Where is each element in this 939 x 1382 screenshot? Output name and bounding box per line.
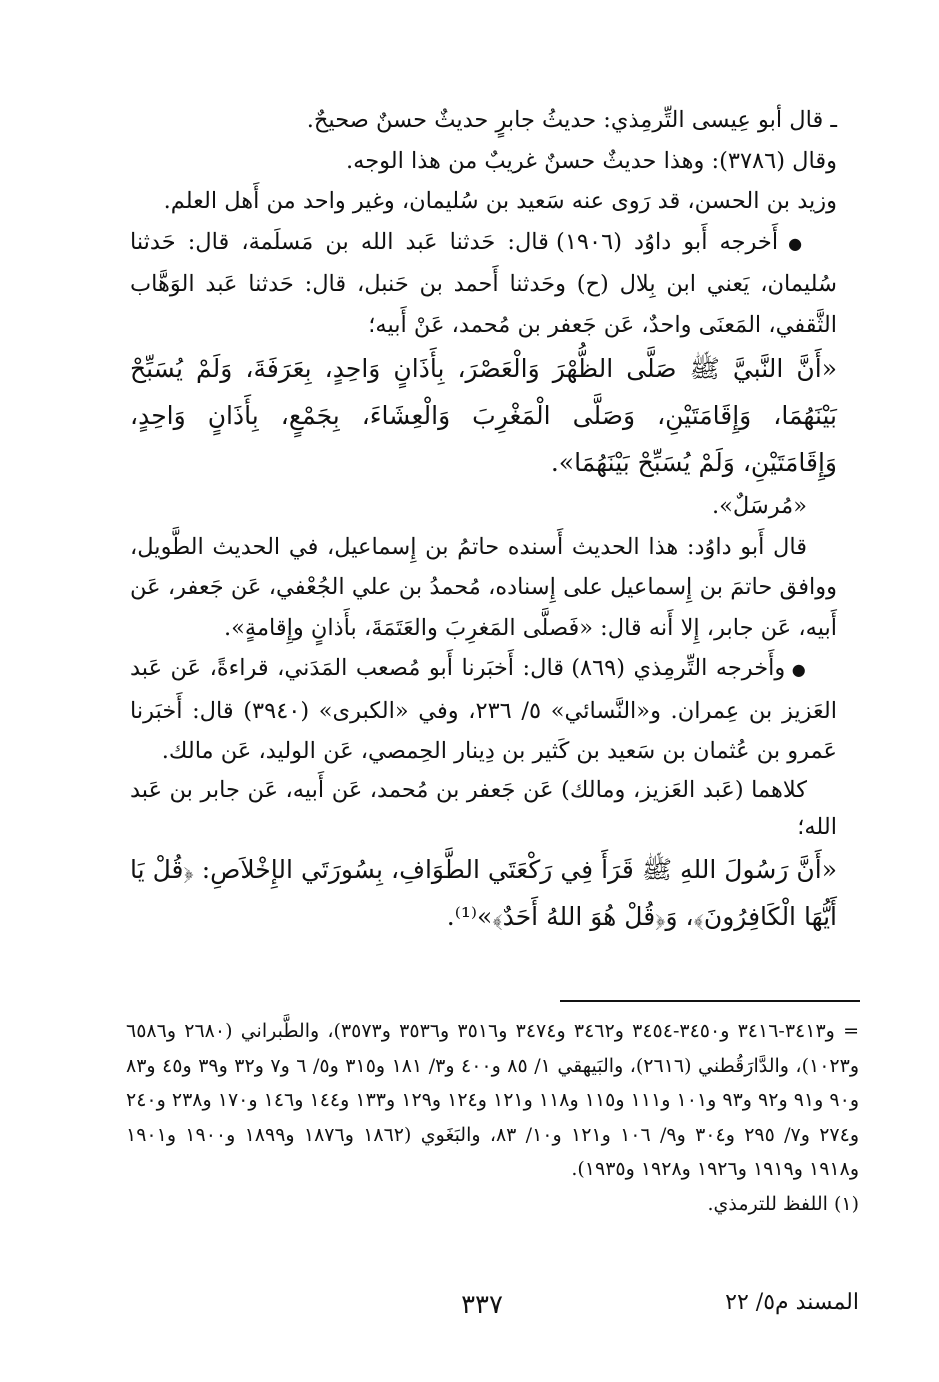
paragraph-tirmidhi-3786: وقال (٣٧٨٦): وهذا حديثٌ حسنٌ غريبٌ من هذا الوجه.	[345, 147, 837, 174]
paragraph-tirmidhi-isnad: ● وأَخرجه التِّرمِذي (٨٦٩) قال: أَخبَرنا أَبو مُصعب المَدَني، قراءةً، عَن عَبد العَزيز بن عِمران. و«النَّسائي» ٥/ ٢٣٦، وفي «الكبرى» (٣٩٤٠) قال: أَخبَرنا عَمرو بن عُثمان بن سَعيد بن كَثير بن دِينار الحِمصي، عَن الوليد، عَن مالك.	[130, 655, 837, 764]
page-number: ٣٣٧	[461, 1290, 503, 1320]
paragraph-both-narrators: كلاهما (عَبد العَزيز، ومالك) عَن جَعفر بن مُحمد، عَن أَبيه، عَن جابر بن عَبد الله؛	[130, 776, 837, 840]
footnotes	[126, 1014, 859, 1221]
hadith-text-arafa: «أَنَّ النَّبيَّ ﷺ صَلَّى الظُّهْرَ وَالْعَصْرَ، بِأَذَانٍ وَاحِدٍ، بِعَرَفَةَ، وَلَمْ يُسَبِّحْ بَيْنَهُمَا، وَإِقَامَتَيْنِ، وَصَلَّى الْمَغْرِبَ وَالْعِشَاءَ، بِجَمْعٍ، بِأَذَانٍ وَاحِدٍ، وَإِقَامَتَيْنِ، وَلَمْ يُسَبِّحْ بَيْنَهُمَا».	[130, 354, 837, 477]
footnote-continuation: = و٣٤١٣-٣٤١٦ و٣٤٥٠-٣٤٥٤ و٣٤٦٢ و٣٤٧٤ و٣٥١٦ و٣٥٣٦ و٣٥٧٣)، والطَّبراني (٢٦٨٠ و٦٥٨٦ و١٠٢٣)، والدَّارَقُطني (٢٦١٦)، والبَيهقي ١/ ٨٥ و٤٠٠ و٣/ ١٨١ و٣١٥ و٥/ ٦ و٧ و٣٢ و٣٩ و٤٥ و٨٣ و٩٠ و٩١ و٩٢ و٩٣ و١٠١ و١١١ و١١٥ و١١٨ و١٢١ و١٢٤ و١٢٩ و١٣٣ و١٤٤ و١٤٦ و١٧٠ و٢٣٨ و٢٤٠ و٢٧٤ و٧/ ٢٩٥ و٣٠٤ و٩/ ١٠٦ و١٢١ و١٠/ ٨٣، والبَغَوي (١٨٦٢ و١٨٧٦ و١٨٩٩ و١٩٠٠ و١٩٠١ و١٩١٨ و١٩١٩ و١٩٢٦ و١٩٢٨ و١٩٣٥).	[126, 1020, 860, 1180]
paragraph-tirmidhi-grading: ـ قال أبو عِيسى التِّرمِذي: حديثُ جابرٍ حديثٌ حسنٌ صحيحٌ.	[306, 107, 837, 133]
hadith-text-tawaf: «أَنَّ رَسُولَ اللهِ ﷺ قَرَأَ فِي رَكْعَتَي الطَّوَافِ، بِسُورَتَي الإِخْلاَصِ: ﴿قُلْ يَا أَيُّهَا الْكَافِرُونَ﴾، وَ﴿قُلْ هُوَ اللهُ أَحَدٌ﴾»⁽¹⁾.	[130, 854, 837, 931]
verdict-mursal: «مُرسَلٌ».	[711, 493, 807, 519]
paragraph-zaid-ibn-hasan: وزيد بن الحسن، قد رَوى عنه سَعيد بن سُليمان، وغير واحد من أَهل العلم.	[163, 188, 837, 214]
paragraph-abu-dawud-isnad: ● أَخرجه أَبو داوُد (١٩٠٦) قال: حَدثنا عَبد الله بن مَسلَمة، قال: حَدثنا سُليمان، يَعني ابن بِلال (ح) وحَدثنا أَحمد بن حَنبل، قال: حَدثنا عَبد الوَهَّاب الثَّقفي، المَعنَى واحدٌ، عَن جَعفر بن مُحمد، عَنْ أَبيه؛	[130, 229, 837, 338]
volume-signature: المسند م٥/ ٢٢	[725, 1290, 859, 1315]
page-footer	[80, 1290, 859, 1326]
footnote-1: (١) اللفظ للترمذي.	[707, 1192, 859, 1215]
paragraph-abu-dawud-comment: قال أَبو داوُد: هذا الحديث أَسنده حاتمُ بن إِسماعيل، في الحديث الطَّويل، ووافق حاتمَ بن إِسماعيل على إِسناده، مُحمدُ بن علي الجُعْفي، عَن جَعفر، عَن أَبيه، عَن جابر، إِلا أَنه قال: «فَصلَّى المَغرِبَ والعَتَمَةَ، بأَذانٍ وإِقامةٍ».	[130, 533, 837, 641]
main-text	[130, 100, 837, 940]
footnote-divider	[560, 1000, 860, 1002]
